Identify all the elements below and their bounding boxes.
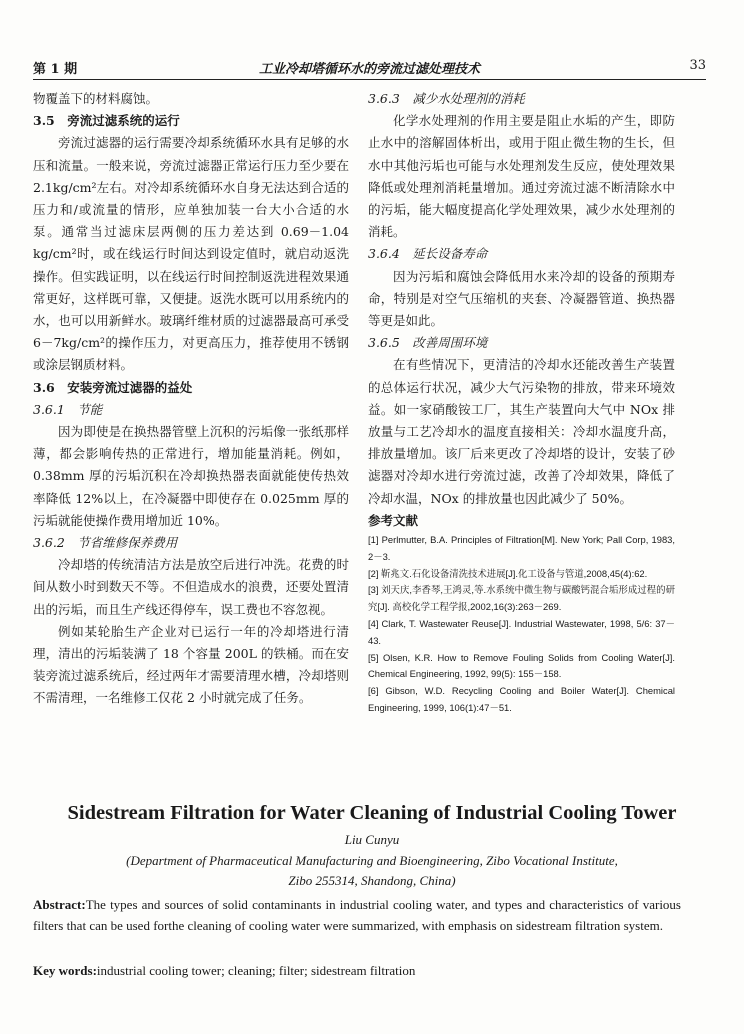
affiliation-line: (Department of Pharmaceutical Manufacturing and Bioengineering, Zibo Vocational Institute, xyxy=(126,853,618,868)
section-heading: 3.5 旁流过滤系统的运行 xyxy=(33,113,180,129)
subsection-heading: 3.6.5 改善周围环境 xyxy=(368,335,488,351)
reference-item: [5] Olsen, K.R. How to Remove Fouling Solids from Cooling Water[J]. Chemical Engineering, 1992, 99(5): 155－158. xyxy=(368,651,675,680)
paragraph: 化学水处理剂的作用主要是阻止水垢的产生，即防止水中的溶解固体析出，或用于阻止微生物的生长，但水中其他污垢也可能与水处理剂发生反应，使处理效果降低或处理剂消耗量增加。通过旁流过滤不断清除水中的污垢，能大幅度提高化学处理效果，减少水处理剂的消耗。 xyxy=(368,113,675,240)
references-heading: 参考文献 xyxy=(368,512,419,528)
paragraph: 物覆盖下的材料腐蚀。 xyxy=(33,91,159,106)
reference-item: [3] 刘天庆,李香琴,王鸿灵,等.水系统中微生物与碳酸钙混合垢形成过程的研究[J]. 高校化学工程学报,2002,16(3):263－269. xyxy=(368,584,675,613)
paragraph: 冷却塔的传统清洁方法是放空后进行冲洗。花费的时间从数小时到数天不等。不但造成水的浪费，还要处置清出的污垢，而且生产线还得停车，误工费也不容忽视。 xyxy=(33,557,349,617)
subsection-heading: 3.6.1 节能 xyxy=(33,401,103,417)
english-abstract xyxy=(33,895,681,936)
left-column xyxy=(33,88,349,710)
paragraph: 因为即使是在换热器管壁上沉积的污垢像一张纸那样薄，都会影响传热的正常进行，增加能量消耗。例如，0.38mm 厚的污垢沉积在冷却换热器表面就能使传热效率降低 12%以上，在冷凝器中即使存在 0.025mm 厚的污垢就能使操作费用增加近 10%。 xyxy=(33,424,349,528)
paragraph: 因为污垢和腐蚀会降低用水来冷却的设备的预期寿命，特别是对空气压缩机的夹套、冷凝器管道、换热器等更是如此。 xyxy=(368,268,675,329)
subsection-heading: 3.6.2 节省维修保养费用 xyxy=(33,535,178,551)
paragraph: 例如某轮胎生产企业对已运行一年的冷却塔进行清理，清出的污垢装满了 18 个容量 200L 的铁桶。而在安装旁流过滤系统后，经过两年才需要清理水槽，冷却塔则不需清理，一名维修工仅花 2 小时就完成了任务。 xyxy=(33,623,349,706)
paragraph: 在有些情况下，更清洁的冷却水还能改善生产装置的总体运行状况，减少大气污染物的排放，带来环境效益。如一家硝酸铵工厂，其生产装置向大气中 NOx 排放量与工艺冷却水的温度直接相关：冷却水温度升高，排放量增加。该厂后来更改了冷却塔的设计，安装了砂滤器对冷却水进行旁流过滤，改善了冷却效果，降低了冷却水温，NOx 的排放量也因此减少了 50%。 xyxy=(368,357,675,506)
english-author: Liu Cunyu xyxy=(344,832,400,847)
subsection-heading: 3.6.3 减少水处理剂的消耗 xyxy=(368,91,525,106)
abstract-text: The types and sources of solid contaminants in industrial cooling water, and types and characteristics of various filters that can be used forthe cleaning of cooling water were summarized, with emphasis on sidestream filtration system. xyxy=(33,897,681,933)
paragraph: 旁流过滤器的运行需要冷却系统循环水具有足够的水压和流量。一般来说，旁流过滤器正常运行压力至少要在 2.1kg/cm²左右。对冷却系统循环水自身无法达到合适的压力和/或流量的情形，应单独加装一台大小合适的水泵。通常当过滤床层两侧的压力差达到 0.69－1.04 kg/cm²时，或在线运行时间达到设定值时，就启动返洗操作。但实践证明，以在线运行时间控制返洗进程效果通常更好，这样既可靠，又便捷。返洗水既可以用系统内的水，也可以用新鲜水。玻璃纤维材质的过滤器最高可承受 6－7kg/cm²的操作压力，对更高压力，推荐使用不锈钢或涂层钢质材料。 xyxy=(33,135,349,373)
header-rule xyxy=(33,79,706,80)
issue-number: 第 1 期 xyxy=(33,62,78,77)
keywords-label: Key words: xyxy=(33,963,97,978)
keywords-text: industrial cooling tower; cleaning; filter; sidestream filtration xyxy=(96,963,416,978)
affiliation-line: Zibo 255314, Shandong, China) xyxy=(288,873,456,888)
page-number: 33 xyxy=(689,58,706,73)
section-heading: 3.6 安装旁流过滤器的益处 xyxy=(33,379,193,395)
subsection-heading: 3.6.4 延长设备寿命 xyxy=(368,246,488,262)
reference-item: [1] Perlmutter, B.A. Principles of Filtration[M]. New York; Pall Corp, 1983, 2－3. xyxy=(368,534,675,562)
reference-item: [6] Gibson, W.D. Recycling Cooling and Boiler Water[J]. Chemical Engineering, 1999, 106(1):47－51. xyxy=(368,685,675,714)
reference-item: [2] 靳兆文.石化设备清洗技术进展[J].化工设备与管道,2008,45(4):62. xyxy=(368,567,648,579)
abstract-label: Abstract: xyxy=(33,897,86,912)
english-title: Sidestream Filtration for Water Cleaning of Industrial Cooling Tower xyxy=(67,802,677,824)
right-column xyxy=(368,88,675,717)
running-header xyxy=(33,58,706,78)
english-affiliation xyxy=(20,851,724,891)
running-title: 工业冷却塔循环水的旁流过滤处理技术 xyxy=(258,62,480,77)
reference-list xyxy=(368,532,675,717)
reference-item: [4] Clark, T. Wastewater Reuse[J]. Industrial Wastewater, 1998, 5/6: 37－43. xyxy=(368,618,675,646)
english-keywords xyxy=(33,961,681,981)
